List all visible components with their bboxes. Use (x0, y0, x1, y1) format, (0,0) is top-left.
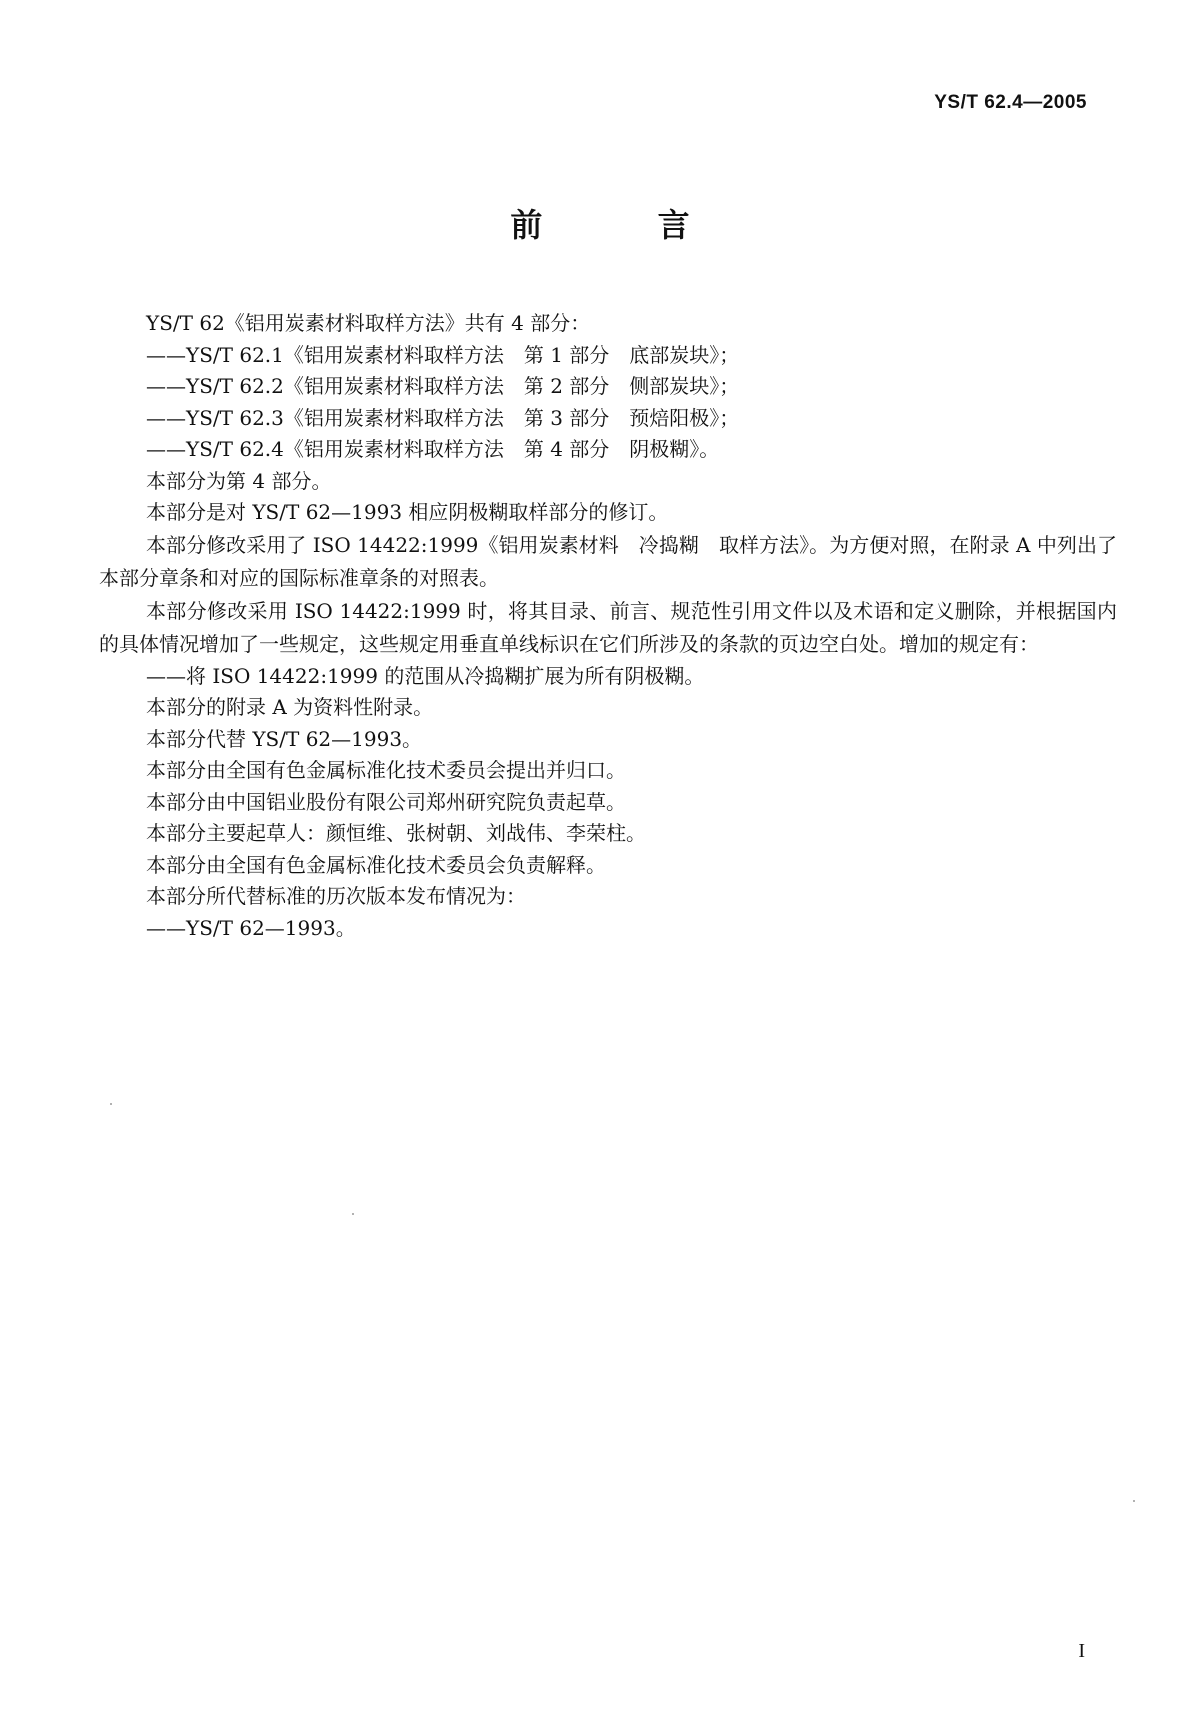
paragraph-iso-adoption: 本部分修改采用了 ISO 14422:1999《铝用炭素材料 冷捣糊 取样方法》。为方便对照，在附录 A 中列出了本部分章条和对应的国际标准章条的对照表。 (99, 532, 1117, 590)
paragraph-revision: 本部分是对 YS/T 62—1993 相应阴极糊取样部分的修订。 (146, 500, 669, 524)
paragraph-drafted-by: 本部分由中国铝业股份有限公司郑州研究院负责起草。 (146, 789, 626, 814)
paragraph-annex: 本部分的附录 A 为资料性附录。 (146, 695, 434, 719)
paragraph-proposed-by: 本部分由全国有色金属标准化技术委员会提出并归口。 (146, 758, 626, 782)
list-item-scope-extension: ——将 ISO 14422:1999 的范围从冷捣糊扩展为所有阴极糊。 (146, 663, 705, 688)
list-item-part-3: ——YS/T 62.3《铝用炭素材料取样方法 第 3 部分 预焙阳极》； (146, 405, 740, 430)
paragraph-this-part: 本部分为第 4 部分。 (146, 468, 332, 493)
scan-speck (352, 1213, 354, 1215)
list-item-history: ——YS/T 62—1993。 (146, 915, 356, 940)
list-item-part-2: ——YS/T 62.2《铝用炭素材料取样方法 第 2 部分 侧部炭块》； (146, 374, 740, 398)
list-item-part-1: ——YS/T 62.1《铝用炭素材料取样方法 第 1 部分 底部炭块》； (146, 342, 740, 367)
paragraph-modifications: 本部分修改采用 ISO 14422:1999 时，将其目录、前言、规范性引用文件以及术语和定义删除，并根据国内的具体情况增加了一些规定，这些规定用垂直单线标识在它们所涉及的条款的页边空白处。增加的规定有： (99, 598, 1117, 656)
list-item-part-4: ——YS/T 62.4《铝用炭素材料取样方法 第 4 部分 阴极糊》。 (146, 437, 720, 461)
paragraph-interpretation: 本部分由全国有色金属标准化技术委员会负责解释。 (146, 852, 606, 877)
foreword-body (99, 308, 1117, 944)
scan-speck (110, 1103, 112, 1105)
page-number: I (1078, 1640, 1085, 1662)
paragraph-replaces: 本部分代替 YS/T 62—1993。 (146, 726, 423, 751)
scan-speck (1133, 1500, 1135, 1502)
standard-code: YS/T 62.4—2005 (934, 92, 1087, 113)
paragraph-history-intro: 本部分所代替标准的历次版本发布情况为： (146, 884, 526, 908)
paragraph-drafters: 本部分主要起草人：颜恒维、张树朝、刘战伟、李荣柱。 (146, 821, 646, 845)
paragraph-parts-intro: YS/T 62《铝用炭素材料取样方法》共有 4 部分： (146, 311, 591, 335)
page-title: 前 言 (510, 206, 742, 244)
